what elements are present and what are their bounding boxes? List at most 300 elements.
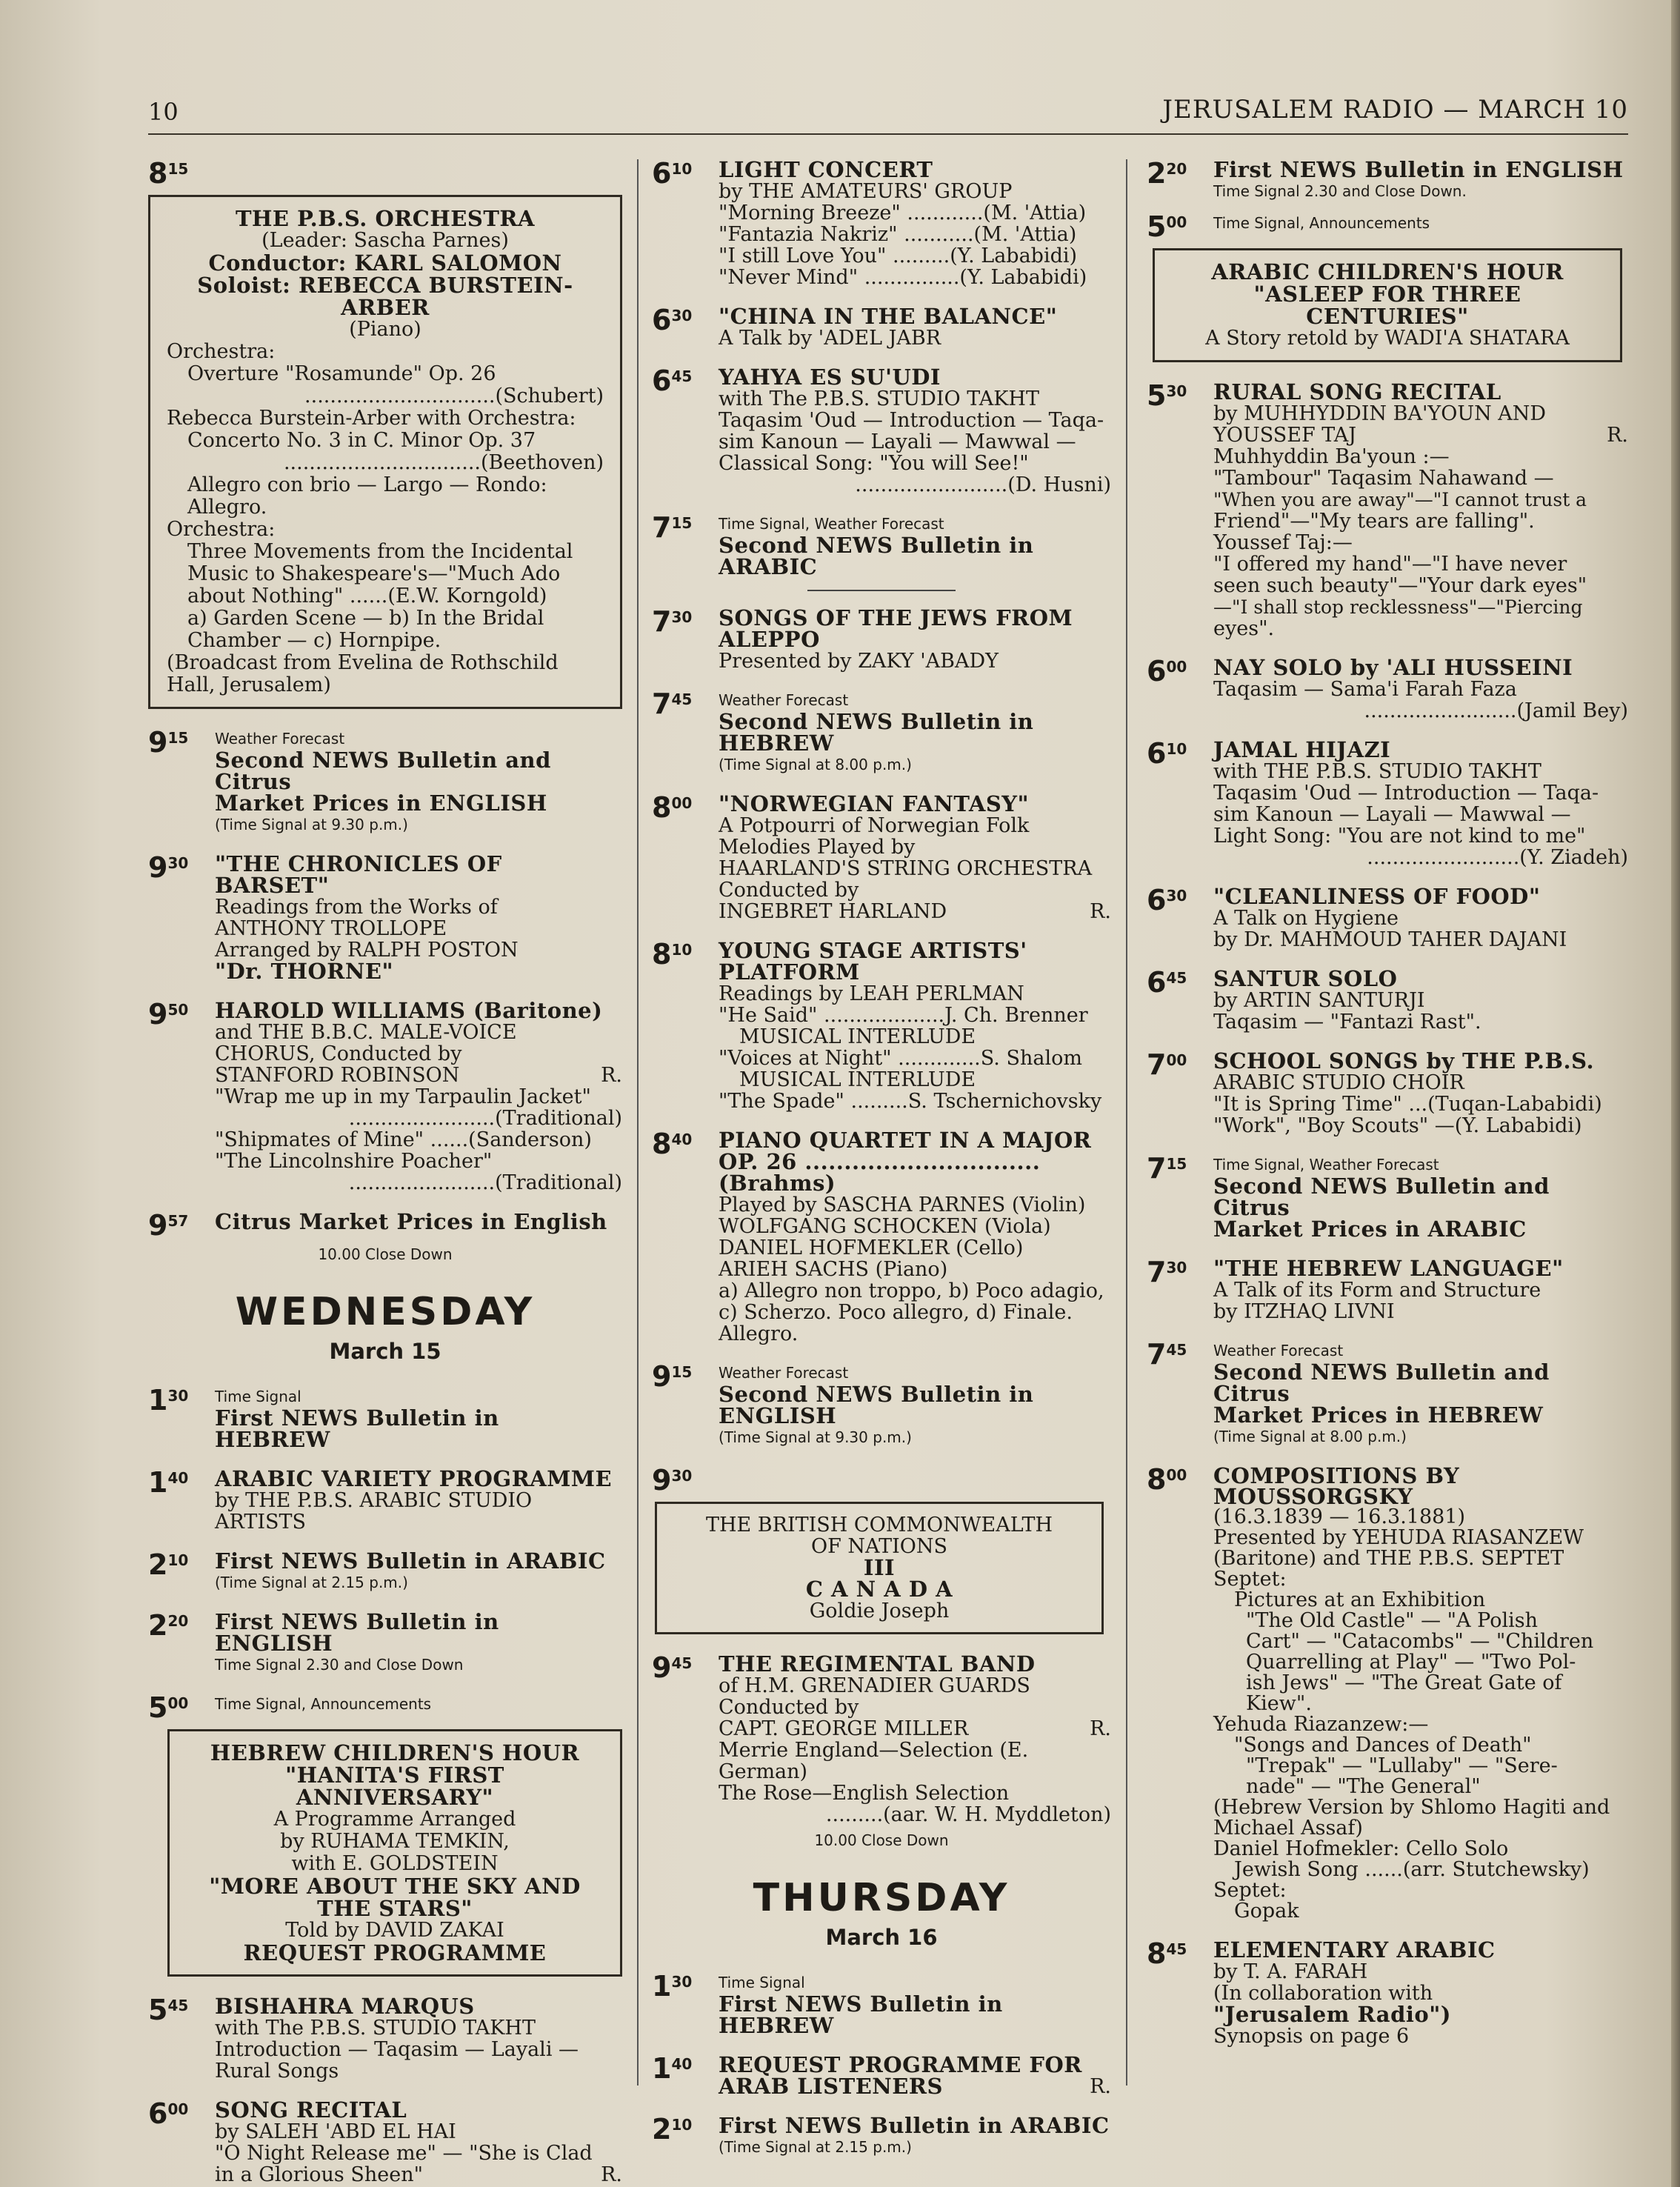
time-slot: $8^{00}$ [652,791,693,824]
time-slot: $8^{10}$ [652,938,693,971]
text-line: Quarrelling at Play" — "Two Pol- [1246,1651,1576,1674]
text-line: a) Garden Scene — b) In the Bridal [187,607,544,630]
text-line: "The Spade" .........S. Tschernichovsky [719,1090,1102,1113]
text-line: (Broadcast from Evelina de Rothschild [167,651,559,674]
time-slot: $1^{40}$ [148,1466,189,1499]
programme-title: Second NEWS Bulletin and Citrus [1213,1174,1550,1220]
text-line: Yehuda Riazanzew:— [1213,1713,1429,1736]
time-slot: $8^{40}$ [652,1128,693,1160]
programme-item [652,306,1111,349]
text-line: —"I shall stop recklessness"—"Piercing [1213,596,1583,618]
programme-title: JAMAL HIJAZI [1213,737,1391,762]
post-note: Time Signal 2.30 and Close Down [215,1656,464,1674]
close-down: 10.00 Close Down [318,1245,453,1263]
programme-item [652,513,1111,578]
text-line: Jewish Song ......(arr. Stutchewsky) [1234,1858,1590,1881]
recorded-mark: R. [1090,1717,1111,1740]
page-header [148,81,1628,135]
text-line: "The Lincolnshire Poacher" [215,1150,493,1173]
text-line: Taqasim — Sama'i Farah Faza [1213,678,1517,701]
time-slot: $5^{00}$ [1147,210,1187,243]
text-line: ARTISTS [215,1511,307,1534]
text-line: Septet: [1213,1568,1287,1591]
pre-note: Weather Forecast [719,1364,849,1382]
text-line: ........................(Y. Ziadeh) [1367,846,1628,869]
text-line: Merrie England—Selection (E. German) [719,1739,1029,1783]
time-slot: $8^{45}$ [1147,1937,1187,1970]
time-slot: $6^{00}$ [1147,655,1187,688]
page-number: 10 [148,98,179,126]
text-line: "Dr. THORNE" [215,959,394,984]
programme-item [1147,1258,1628,1322]
programme-item [1147,1154,1628,1240]
programme-item [148,1209,622,1242]
text-line: "O Night Release me" — "She is Clad [215,2142,593,2165]
text-line: "Fantazia Nakriz" ...........(M. 'Attia) [719,223,1077,246]
text-line: A Talk of its Form and Structure [1213,1279,1541,1302]
programme-title: THE BRITISH COMMONWEALTH [705,1514,1053,1537]
programme-title: Second NEWS Bulletin in HEBREW [719,709,1034,756]
text-line: ........................(D. Husni) [855,473,1111,496]
programme-title: THE P.B.S. ORCHESTRA [235,206,536,231]
recorded-mark: R. [1090,900,1111,923]
post-note: (Time Signal at 2.15 p.m.) [215,1574,408,1591]
programme-item [1147,657,1628,722]
text-line: Conducted by [719,879,859,902]
time-slot: $9^{15}$ [652,1360,693,1393]
programme-title: BISHAHRA MARQUS [215,1994,475,2019]
programme-title: Market Prices in HEBREW [1213,1402,1544,1428]
programme-title: ARAB LISTENERS [719,2074,943,2099]
time-slot: $6^{30}$ [652,304,693,336]
text-line: Conducted by [719,1696,859,1719]
time-slot: $7^{15}$ [1147,1152,1187,1185]
programme-title: OP. 26 ..............................(Brahms) [719,1149,1041,1196]
text-line: MUSICAL INTERLUDE [739,1068,976,1091]
date-heading: March 16 [825,1925,938,1950]
programme-item [652,1362,1111,1448]
time-slot: $2^{10}$ [148,1548,189,1581]
text-line: Three Movements from the Incidental [187,540,573,563]
programme-item [652,159,1111,288]
programme-title: SCHOOL SONGS by THE P.B.S. [1213,1048,1595,1073]
text-line: by MUHHYDDIN BA'YOUN AND [1213,402,1547,425]
time-slot: $8^{00}$ [1147,1463,1187,1496]
programme-title: ALEPPO [719,627,820,652]
text-line: "Voices at Night" .............S. Shalom [719,1047,1082,1070]
time-slot: $7^{30}$ [1147,1256,1187,1288]
pre-note: Time Signal, Weather Forecast [719,515,944,533]
text-line: A Talk on Hygiene [1213,907,1399,930]
programme-title: SANTUR SOLO [1213,966,1398,991]
programme-item [652,2115,1111,2158]
text-line: CAPT. GEORGE MILLER [719,1717,969,1740]
programme-title: YOUNG STAGE ARTISTS' [719,938,1027,963]
text-line: by THE AMATEURS' GROUP [719,180,1013,203]
programme-item [1147,1465,1628,1922]
text-line: (Baritone) and THE P.B.S. SEPTET [1213,1547,1564,1570]
text-line: "The Old Castle" — "A Polish [1246,1609,1539,1632]
text-line: by ARTIN SANTURJI [1213,989,1425,1012]
time-slot: $1^{40}$ [652,2052,693,2085]
text-line: Allegro con brio — Largo — Rondo: [187,473,547,496]
text-line: sim Kanoun — Layali — Mawwal — [719,430,1076,453]
pre-note: Weather Forecast [1213,1342,1344,1359]
time-slot: $2^{20}$ [148,1609,189,1642]
date-heading: March 15 [329,1339,441,1364]
programme-title: NAY SOLO by 'ALI HUSSEINI [1213,655,1573,680]
programme-item [1147,379,1628,640]
time-slot: $2^{20}$ [1147,157,1187,190]
programme-title: "THE HEBREW LANGUAGE" [1213,1256,1564,1281]
text-line: by T. A. FARAH [1213,1960,1368,1983]
column-3 [1147,159,1628,2100]
text-line: C A N A D A [805,1577,953,1602]
recorded-mark: R. [601,1064,622,1087]
programme-title: THE REGIMENTAL BAND [719,1651,1036,1677]
commonwealth-box [655,1502,1104,1634]
text-line: "Work", "Boy Scouts" —(Y. Lababidi) [1213,1114,1582,1137]
programme-title: HAROLD WILLIAMS (Baritone) [215,998,603,1023]
time-slot: $6^{45}$ [1147,966,1187,999]
text-line: A Potpourri of Norwegian Folk [719,814,1030,837]
programme-title: PLATFORM [719,959,860,985]
text-line: CHORUS, Conducted by [215,1042,462,1065]
column-rule [1126,159,1127,2086]
text-line: Rural Songs [215,2060,339,2083]
text-line: .......................(Traditional) [348,1171,622,1194]
programme-title: MOUSSORGSKY [1213,1484,1413,1509]
text-line: a) Allegro non troppo, b) Poco adagio, [719,1279,1104,1302]
time-slot: $1^{30}$ [652,1970,693,2003]
programme-title: "HANITA'S FIRST ANNIVERSARY" [285,1762,504,1810]
time-slot: $2^{10}$ [652,2113,693,2146]
text-line: and THE B.B.C. MALE-VOICE [215,1021,517,1044]
text-line: Chamber — c) Hornpipe. [187,629,441,652]
text-line: by Dr. MAHMOUD TAHER DAJANI [1213,928,1567,951]
text-line: Told by DAVID ZAKAI [285,1919,504,1942]
text-line: REQUEST PROGRAMME [243,1940,547,1965]
text-line: ...............................(Beethoven) [283,451,604,474]
time-slot: $5^{45}$ [148,1994,189,2026]
text-line: Friend"—"My tears are falling". [1213,510,1535,533]
programme-item [1147,739,1628,868]
text-line: Rebecca Burstein-Arber with Orchestra: [167,407,576,430]
programme-item [1147,968,1628,1033]
text-line: seen such beauty"—"Your dark eyes" [1213,574,1587,597]
text-line: by ITZHAQ LIVNI [1213,1300,1395,1323]
text-line: ARIEH SACHS (Piano) [719,1258,948,1281]
text-line: The Rose—English Selection [719,1782,1010,1805]
time-slot: $9^{50}$ [148,998,189,1031]
post-note: (Time Signal at 9.30 p.m.) [719,1428,912,1446]
time-slot: $7^{45}$ [1147,1338,1187,1371]
post-note: Time Signal 2.30 and Close Down. [1213,182,1467,200]
programme-item [148,1548,622,1594]
programme-title: Citrus Market Prices in English [215,1209,607,1234]
programme-title: Second NEWS Bulletin and Citrus [215,748,551,794]
time-slot: $7^{15}$ [652,511,693,544]
leader-line: (Leader: Sascha Parnes) [261,229,509,252]
text-line: eyes". [1213,617,1275,640]
text-line: YOUSSEF TAJ [1213,424,1357,447]
recorded-mark: R. [1607,424,1628,447]
text-line: "Trepak" — "Lullaby" — "Sere- [1246,1754,1558,1777]
programme-item [148,1000,622,1194]
text-line: Melodies Played by [719,836,916,859]
pre-note: Time Signal [719,1974,805,1991]
programme-title: ARABIC CHILDREN'S HOUR [1211,259,1564,284]
text-line: Presented by YEHUDA RIASANZEW [1213,1526,1584,1549]
soloist-line: Soloist: REBECCA BURSTEIN-ARBER [197,273,573,320]
divider [807,590,956,591]
text-line: Taqasim 'Oud — Introduction — Taqa- [719,409,1104,432]
time-slot: $6^{10}$ [652,157,693,190]
programme-item [148,2097,622,2186]
time-slot: $9^{30}$ [148,851,189,884]
programme-title: OF NATIONS [810,1535,948,1558]
text-line: by RUHAMA TEMKIN, [280,1830,510,1853]
programme-title: First NEWS Bulletin in ENGLISH [1213,157,1624,182]
text-line: Arranged by RALPH POSTON [215,939,519,962]
time-slot: $6^{30}$ [1147,884,1187,916]
time-slot: $6^{45}$ [652,364,693,397]
programme-title: PIANO QUARTET IN A MAJOR [719,1128,1092,1153]
text-line: Youssef Taj:— [1213,531,1353,554]
text-line: with THE P.B.S. STUDIO TAKHT [1213,760,1541,783]
text-line: Synopsis on page 6 [1213,2025,1410,2048]
text-line: Played by SASCHA PARNES (Violin) [719,1194,1086,1216]
programme-item [1147,1048,1628,1137]
text-line: Allegro. [187,496,267,519]
pre-note: Weather Forecast [215,730,345,748]
text-line: by SALEH 'ABD EL HAI [215,2120,456,2143]
programme-title: "THE CHRONICLES OF BARSET" [215,851,502,898]
text-line: "He Said" ...................J. Ch. Brenner [719,1004,1088,1027]
programme-title: COMPOSITIONS BY [1213,1463,1460,1488]
text-line: Readings by LEAH PERLMAN [719,982,1024,1005]
post-note: (Time Signal at 9.30 p.m.) [215,816,408,833]
text-line: with The P.B.S. STUDIO TAKHT [719,387,1039,410]
text-line: c) Scherzo. Poco allegro, d) Finale. [719,1301,1073,1324]
programme-item [148,728,622,836]
text-line: Michael Assaf) [1213,1817,1363,1840]
text-line: about Nothing" ......(E.W. Korngold) [187,585,547,608]
programme-title: YAHYA ES SU'UDI [719,364,941,390]
programme-title: REQUEST PROGRAMME FOR [719,2052,1082,2077]
programme-title: "CHINA IN THE BALANCE" [719,304,1058,329]
text-line: ANTHONY TROLLOPE [215,917,447,940]
programme-item [652,364,1111,496]
time-slot: $9^{57}$ [148,1209,189,1242]
text-line: with The P.B.S. STUDIO TAKHT [215,2017,536,2040]
orchestra-box [148,195,622,709]
text-line: (In collaboration with [1213,1982,1433,2005]
programme-item [1147,1937,1628,2048]
time-slot: $5^{30}$ [1147,379,1187,412]
text-line: Kiew". [1246,1692,1312,1715]
text-line: THE STARS" [317,1896,473,1921]
text-line: INGEBRET HARLAND [719,900,947,923]
instrument-line: (Piano) [349,318,421,341]
time-slot: $7^{45}$ [652,688,693,720]
text-line: of H.M. GRENADIER GUARDS [719,1674,1030,1697]
text-line: STANFORD ROBINSON [215,1064,460,1087]
text-line: DANIEL HOFMEKLER (Cello) [719,1236,1024,1259]
time-slot: $8^{15}$ [148,157,189,190]
text-line: "Jerusalem Radio") [1213,2002,1452,2027]
text-line: Muhhyddin Ba'youn :— [1213,445,1450,468]
programme-item [652,1972,1111,2037]
recorded-mark: R. [1090,2075,1111,2098]
text-line: "Morning Breeze" ............(M. 'Attia) [719,202,1087,224]
text-line: Orchestra: [167,518,276,541]
text-line: (16.3.1839 — 16.3.1881) [1213,1505,1466,1528]
text-line: "Songs and Dances of Death" [1234,1734,1532,1757]
text-line: ish Jews" — "The Great Gate of [1246,1671,1562,1694]
text-line: MUSICAL INTERLUDE [739,1025,976,1048]
programme-title: First NEWS Bulletin in ARABIC [215,1548,606,1574]
pre-note: Time Signal [215,1388,301,1405]
arabic-childrens-hour-box [1153,248,1622,362]
conductor-line: Conductor: KARL SALOMON [208,250,562,276]
time-slot: $6^{10}$ [1147,737,1187,770]
text-line: "I offered my hand"—"I have never [1213,553,1567,576]
text-line: Cart" — "Catacombs" — "Children [1246,1630,1594,1653]
pre-note: Time Signal, Announcements [1213,214,1430,232]
text-line: Allegro. [719,1322,799,1345]
post-note: (Time Signal at 8.00 p.m.) [719,756,912,773]
time-slot: $7^{30}$ [652,605,693,638]
text-line: Gopak [1234,1900,1299,1923]
text-line: in a Glorious Sheen" [215,2163,424,2186]
programme-title: LIGHT CONCERT [719,157,933,182]
time-slot: $9^{15}$ [148,726,189,759]
programme-title: First NEWS Bulletin in ARABIC [719,2113,1110,2138]
text-line: Taqasim — "Fantazi Rast". [1213,1011,1481,1033]
programme-title: ARABIC VARIETY PROGRAMME [215,1466,613,1491]
column-rule [637,159,639,2086]
programme-item [148,1386,622,1451]
programme-item [652,1464,1111,1497]
text-line: ..............................(Schubert) [304,385,604,407]
text-line: "Shipmates of Mine" ......(Sanderson) [215,1128,592,1151]
time-slot: $6^{00}$ [148,2097,189,2130]
running-head: JERUSALEM RADIO — MARCH 10 [1162,95,1628,124]
text-line: Light Song: "You are not kind to me" [1213,825,1586,848]
text-line: .......................(Traditional) [348,1107,622,1130]
programme-item [148,1691,622,1724]
text-line: "It is Spring Time" ...(Tuqan-Lababidi) [1213,1093,1602,1116]
text-line: A Story retold by WADI'A SHATARA [1205,327,1570,350]
text-line: Daniel Hofmekler: Cello Solo [1213,1837,1509,1860]
programme-title: Market Prices in ENGLISH [215,790,547,816]
text-line: "When you are away"—"I cannot trust a [1213,489,1587,510]
time-slot: $9^{45}$ [652,1651,693,1684]
recorded-mark: R. [601,2163,622,2186]
programme-title: Market Prices in ARABIC [1213,1216,1527,1242]
programme-item [148,1611,622,1676]
programme-item [652,1651,1111,1826]
text-line: Concerto No. 3 in C. Minor Op. 37 [187,429,536,452]
programme-title: RURAL SONG RECITAL [1213,379,1501,405]
text-line: ARABIC STUDIO CHOIR [1213,1071,1464,1094]
programme-item [652,2054,1111,2097]
programme-title: ELEMENTARY ARABIC [1213,1937,1496,1963]
programme-title: SONGS OF THE JEWS FROM [719,605,1073,630]
text-line: ........................(Jamil Bey) [1364,699,1628,722]
text-line: by THE P.B.S. ARABIC STUDIO [215,1489,533,1512]
time-slot: $7^{00}$ [1147,1048,1187,1081]
programme-item [148,1996,622,2082]
programme-item [652,605,1111,673]
text-line: Presented by ZAKY 'ABADY [719,650,999,673]
text-line: Introduction — Taqasim — Layali — [215,2038,579,2061]
programme-item [148,853,622,982]
programme-item [1147,1340,1628,1448]
programme-title: "CLEANLINESS OF FOOD" [1213,884,1541,909]
programme-title: Second NEWS Bulletin in ENGLISH [719,1382,1034,1428]
programme-item [148,1468,622,1533]
text-line: Goldie Joseph [809,1600,950,1622]
programme-item [1147,210,1628,243]
text-line: A Talk by 'ADEL JABR [719,327,941,350]
text-line: A Programme Arranged [273,1808,516,1831]
pre-note: Time Signal, Weather Forecast [1213,1156,1439,1174]
day-heading: WEDNESDAY [235,1290,536,1334]
text-line: sim Kanoun — Layali — Mawwal — [1213,803,1571,826]
text-line: "MORE ABOUT THE SKY AND [209,1874,581,1899]
column-2 [652,157,1111,2156]
text-line: "Never Mind" ...............(Y. Lababidi) [719,266,1087,289]
text-line: nade" — "The General" [1246,1775,1481,1798]
text-line: Music to Shakespeare's—"Much Ado [187,562,561,585]
column-1 [148,157,622,2186]
hebrew-childrens-hour-box [167,1729,622,1977]
text-line: with E. GOLDSTEIN [291,1852,499,1875]
programme-item [652,940,1111,1112]
text-line: WOLFGANG SCHOCKEN (Viola) [719,1215,1051,1238]
programme-item [652,690,1111,776]
page-edge [1671,0,1680,2187]
text-line: "Wrap me up in my Tarpaulin Jacket" [215,1085,591,1108]
post-note: (Time Signal at 2.15 p.m.) [719,2138,912,2156]
programme-item [1147,886,1628,951]
programme-title: First NEWS Bulletin in ENGLISH [215,1609,499,1656]
programme-title: Second NEWS Bulletin in ARABIC [719,533,1034,579]
programme-title: Second NEWS Bulletin and Citrus [1213,1359,1550,1406]
day-heading: THURSDAY [753,1876,1010,1920]
text-line: Taqasim 'Oud — Introduction — Taqa- [1213,782,1599,805]
text-line: "I still Love You" .........(Y. Lababidi) [719,244,1078,267]
programme-title: "ASLEEP FOR THREE [1253,282,1521,307]
text-line: "Tambour" Taqasim Nahawand — [1213,467,1554,490]
programme-title: First NEWS Bulletin in HEBREW [215,1405,499,1452]
time-slot: $1^{30}$ [148,1384,189,1417]
programme-item [652,793,1111,922]
programme-item [1147,159,1628,202]
pre-note: Time Signal, Announcements [215,1695,432,1713]
text-line: Hall, Jerusalem) [167,673,331,696]
text-line: Orchestra: [167,340,276,363]
programme-title: CENTURIES" [1306,304,1469,329]
time-slot: $9^{30}$ [652,1464,693,1497]
close-down: 10.00 Close Down [814,1831,949,1849]
programme-title: First NEWS Bulletin in HEBREW [719,1991,1003,2038]
text-line: III [863,1555,896,1580]
text-line: (Hebrew Version by Shlomo Hagiti and [1213,1796,1610,1819]
text-line: Pictures at an Exhibition [1234,1588,1486,1611]
